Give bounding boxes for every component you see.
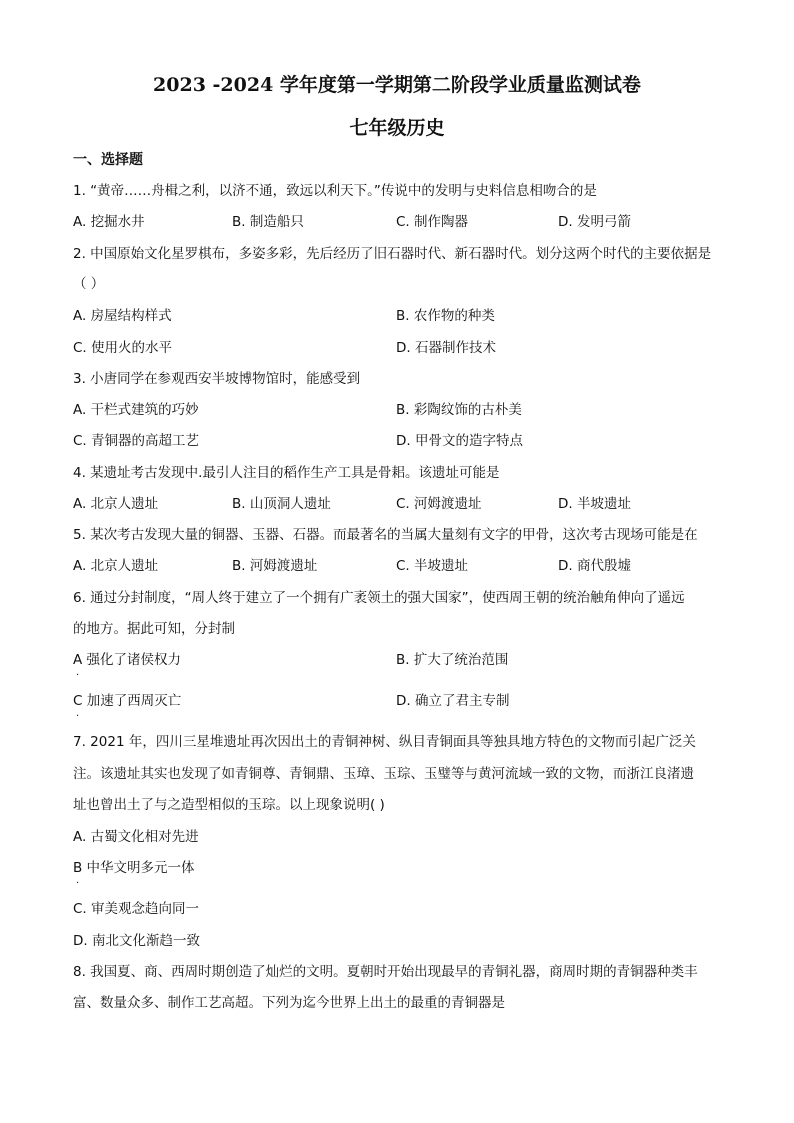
question-7-option-b-dot: .: [76, 875, 80, 886]
question-7-option-a: A. 古蜀文化相对先进: [73, 829, 199, 845]
question-7-option-c: C. 审美观念趋向同一: [73, 901, 200, 917]
question-1-option-d: D. 发明弓箭: [558, 214, 631, 230]
question-6-option-c-dot: .: [76, 708, 80, 719]
question-3-option-a: A. 干栏式建筑的巧妙: [73, 402, 199, 418]
question-2-option-c: C. 使用火的水平: [73, 340, 173, 356]
question-6-option-a: A 强化了诸侯权力: [73, 652, 182, 668]
question-5-option-a: A. 北京人遗址: [73, 558, 159, 574]
question-7-stem-cont: 注。该遗址其实也发现了如青铜尊、青铜鼎、玉璋、玉琮、玉璧等与黄河流域一致的文物，而浙江良渚遗: [73, 766, 694, 782]
question-2-stem-cont: （ ）: [73, 276, 105, 292]
question-3-option-d: D. 甲骨文的造字特点: [396, 433, 523, 449]
question-7-stem: 7. 2021 年，四川三星堆遗址再次因出土的青铜神树、纵目青铜面具等独具地方特色的文物而引起广泛关: [73, 734, 696, 750]
question-1-option-b: B. 制造船只: [232, 214, 304, 230]
question-3-stem: 3. 小唐同学在参观西安半坡博物馆时，能感受到: [73, 371, 361, 387]
question-6-stem-cont: 的地方。据此可知，分封制: [73, 621, 235, 637]
question-7-option-d: D. 南北文化渐趋一致: [73, 933, 200, 949]
question-2-option-a: A. 房屋结构样式: [73, 308, 172, 324]
question-4-option-d: D. 半坡遗址: [558, 496, 631, 512]
question-5-option-d: D. 商代殷墟: [558, 558, 631, 574]
question-6-option-c: C 加速了西周灭亡: [73, 693, 182, 709]
question-5-option-b: B. 河姆渡遗址: [232, 558, 318, 574]
question-3-option-b: B. 彩陶纹饰的古朴美: [396, 402, 522, 418]
question-8-stem: 8. 我国夏、商、西周时期创造了灿烂的文明。夏朝时开始出现最早的青铜礼器，商周时期的青铜器种类丰: [73, 964, 698, 980]
question-6-stem: 6. 通过分封制度，“周人终于建立了一个拥有广袤领土的强大国家”，使西周王朝的统治触角伸向了遥远: [73, 590, 685, 606]
question-1-option-a: A. 挖掘水井: [73, 214, 145, 230]
question-5-option-c: C. 半坡遗址: [396, 558, 469, 574]
exam-title: 2023 -2024 学年度第一学期第二阶段学业质量监测试卷: [153, 74, 641, 96]
question-4-stem: 4. 某遗址考古发现中.最引人注目的稻作生产工具是骨耜。该遗址可能是: [73, 465, 500, 481]
question-4-option-a: A. 北京人遗址: [73, 496, 159, 512]
question-5-stem: 5. 某次考古发现大量的铜器、玉器、石器。而最著名的当属大量刻有文字的甲骨，这次考古现场可能是在: [73, 527, 698, 543]
question-8-stem-cont: 富、数量众多、制作工艺高超。下列为迄今世界上出土的最重的青铜器是: [73, 995, 505, 1011]
question-2-option-d: D. 石器制作技术: [396, 340, 496, 356]
question-1-stem: 1. “黄帝……舟楫之利，以济不通，致远以利天下。”传说中的发明与史料信息相吻合的是: [73, 183, 597, 199]
question-6-option-d: D. 确立了君主专制: [396, 693, 510, 709]
question-4-option-c: C. 河姆渡遗址: [396, 496, 482, 512]
question-7-option-b: B 中华文明多元一体: [73, 860, 195, 876]
question-4-option-b: B. 山顶洞人遗址: [232, 496, 331, 512]
section-heading: 一、选择题: [73, 152, 143, 168]
question-2-stem: 2. 中国原始文化星罗棋布，多姿多彩，先后经历了旧石器时代、新石器时代。划分这两个时代的主要依据是: [73, 246, 712, 262]
question-2-option-b: B. 农作物的种类: [396, 308, 495, 324]
question-1-option-c: C. 制作陶器: [396, 214, 469, 230]
question-3-option-c: C. 青铜器的高超工艺: [73, 433, 200, 449]
exam-subject: 七年级历史: [349, 117, 445, 139]
question-6-option-b: B. 扩大了统治范围: [396, 652, 509, 668]
question-6-option-a-dot: .: [76, 667, 80, 678]
question-7-stem-cont-2: 址也曾出土了与之造型相似的玉琮。以上现象说明( ): [73, 797, 385, 813]
